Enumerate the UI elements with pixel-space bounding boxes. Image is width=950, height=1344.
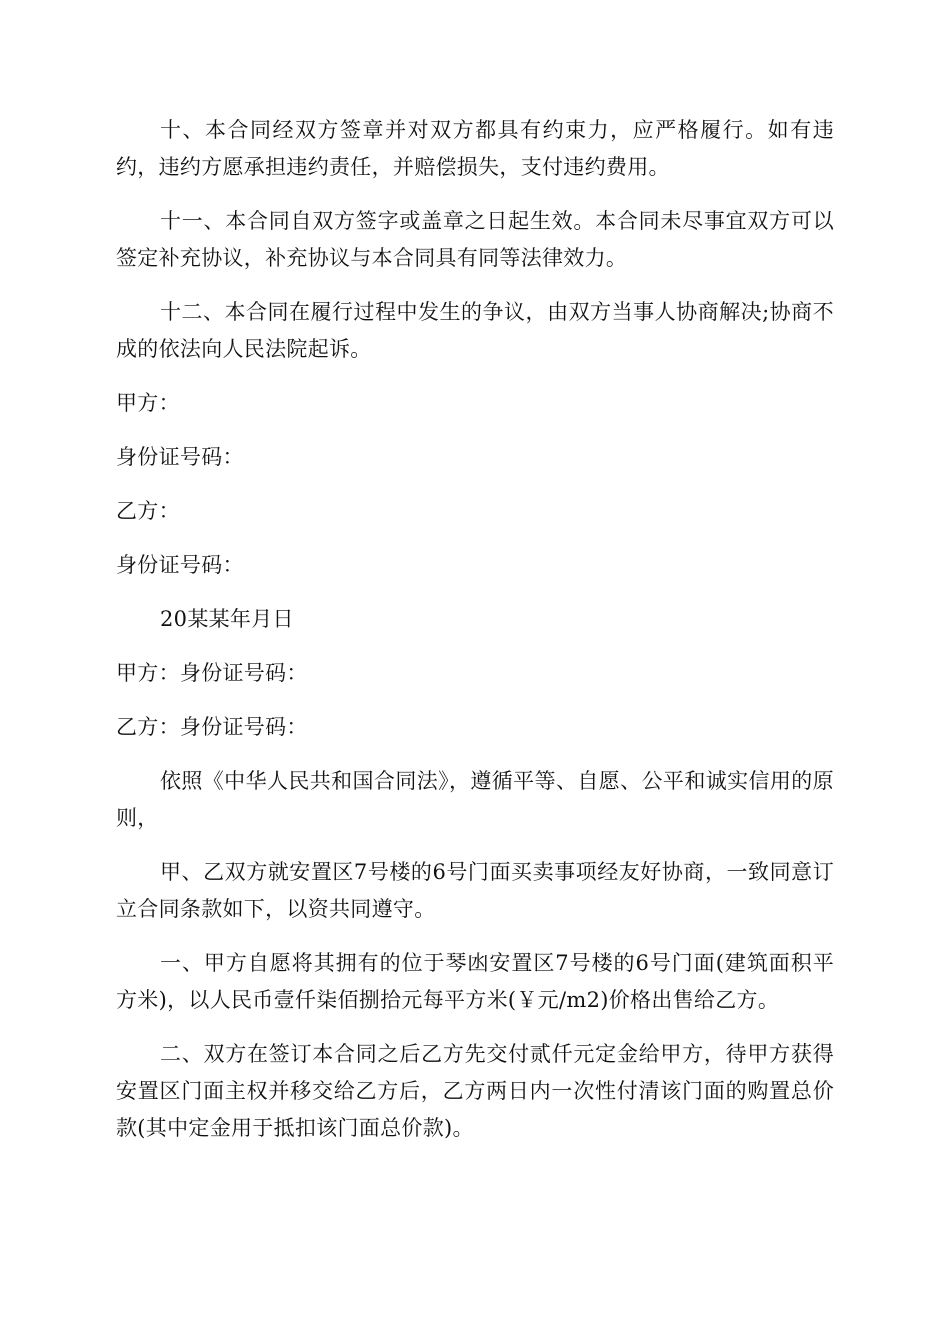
date-line: 20某某年月日 bbox=[160, 607, 294, 631]
agreement-paragraph: 甲、乙双方就安置区7号楼的6号门面买卖事项经友好协商，一致同意订立合同条款如下，以资共同遵守。 bbox=[116, 860, 834, 921]
party-b-label: 乙方： bbox=[116, 499, 180, 523]
party-b-id-label: 身份证号码： bbox=[116, 553, 244, 577]
party-b-with-id-line: 乙方：身份证号码： bbox=[116, 715, 308, 739]
clause-2-paragraph: 二、双方在签订本合同之后乙方先交付贰仟元定金给甲方，待甲方获得安置区门面主权并移交给乙方后，乙方两日内一次性付清该门面的购置总价款(其中定金用于抵扣该门面总价款)。 bbox=[116, 1042, 834, 1140]
clause-1-paragraph: 一、甲方自愿将其拥有的位于琴凼安置区7号楼的6号门面(建筑面积平方米)，以人民币壹仟柒佰捌拾元每平方米(￥元/m2)价格出售给乙方。 bbox=[116, 951, 834, 1012]
party-a-with-id-line: 甲方：身份证号码： bbox=[116, 661, 308, 685]
clause-12-paragraph: 十二、本合同在履行过程中发生的争议，由双方当事人协商解决;协商不成的依法向人民法院起诉。 bbox=[116, 300, 834, 361]
clause-11-paragraph: 十一、本合同自双方签字或盖章之日起生效。本合同未尽事宜双方可以签定补充协议，补充协议与本合同具有同等法律效力。 bbox=[116, 209, 834, 270]
document-body bbox=[116, 112, 834, 1164]
clause-10-paragraph: 十、本合同经双方签章并对双方都具有约束力，应严格履行。如有违约，违约方愿承担违约责任，并赔偿损失，支付违约费用。 bbox=[116, 118, 834, 179]
legal-basis-paragraph: 依照《中华人民共和国合同法》，遵循平等、自愿、公平和诚实信用的原则， bbox=[116, 769, 834, 830]
party-a-id-label: 身份证号码： bbox=[116, 445, 244, 469]
party-a-label: 甲方： bbox=[116, 391, 180, 415]
